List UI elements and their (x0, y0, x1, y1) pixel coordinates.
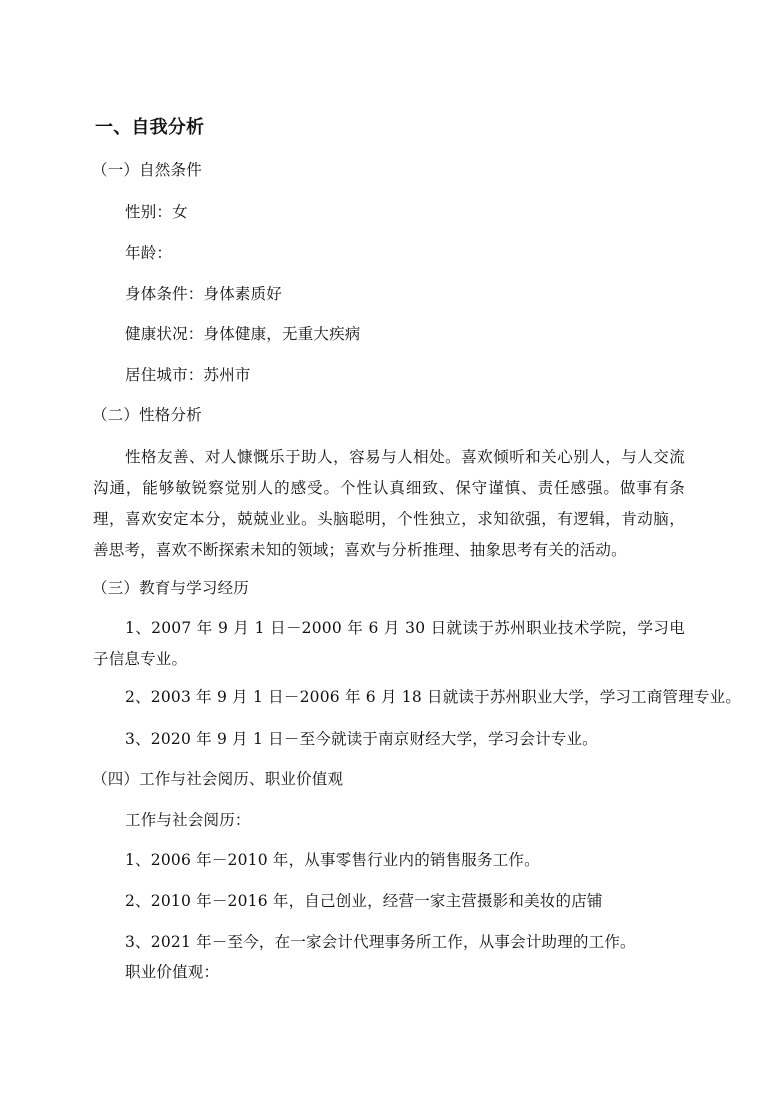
education-item-1: 1、2007 年 9 月 1 日－2000 年 6 月 30 日就读于苏州职业技术学院，学习电子信息专业。 (93, 619, 685, 668)
section-heading: 一、自我分析 (95, 117, 205, 138)
work-item-1: 1、2006 年－2010 年，从事零售行业内的销售服务工作。 (125, 851, 540, 869)
body-line: 身体条件：身体素质好 (125, 285, 283, 303)
section4-title: （四）工作与社会阅历、职业价值观 (92, 770, 344, 788)
work-subtitle: 工作与社会阅历： (125, 811, 251, 829)
section3-title: （三）教育与学习经历 (92, 579, 250, 597)
values-subtitle: 职业价值观： (125, 963, 220, 981)
work-item-2: 2、2010 年－2016 年，自己创业，经营一家主营摄影和美妆的店铺 (125, 892, 603, 910)
education-item-2: 2、2003 年 9 月 1 日－2006 年 6 月 18 日就读于苏州职业大学，学习工商管理专业。 (125, 688, 742, 706)
section1-title: （一）自然条件 (92, 161, 202, 179)
education-item-3: 3、2020 年 9 月 1 日－至今就读于南京财经大学，学习会计专业。 (125, 730, 598, 748)
health-line: 健康状况：身体健康，无重大疾病 (125, 325, 361, 343)
gender-line: 性别：女 (125, 203, 188, 221)
age-line: 年龄： (125, 244, 173, 262)
city-line: 居住城市：苏州市 (125, 366, 251, 384)
personality-paragraph: 性格友善、对人慷慨乐于助人，容易与人相处。喜欢倾听和关心别人，与人交流沟通，能够敏锐察觉别人的感受。个性认真细致、保守谨慎、责任感强。做事有条理，喜欢安定本分，兢兢业业。头脑聪明，个性独立，求知欲强，有逻辑，肯动脑，善思考，喜欢不断探索未知的领域；喜欢与分析推理、抽象思考有关的活动。 (93, 448, 685, 559)
section2-title: （二）性格分析 (92, 406, 202, 424)
work-item-3: 3、2021 年－至今，在一家会计代理事务所工作，从事会计助理的工作。 (125, 933, 636, 951)
